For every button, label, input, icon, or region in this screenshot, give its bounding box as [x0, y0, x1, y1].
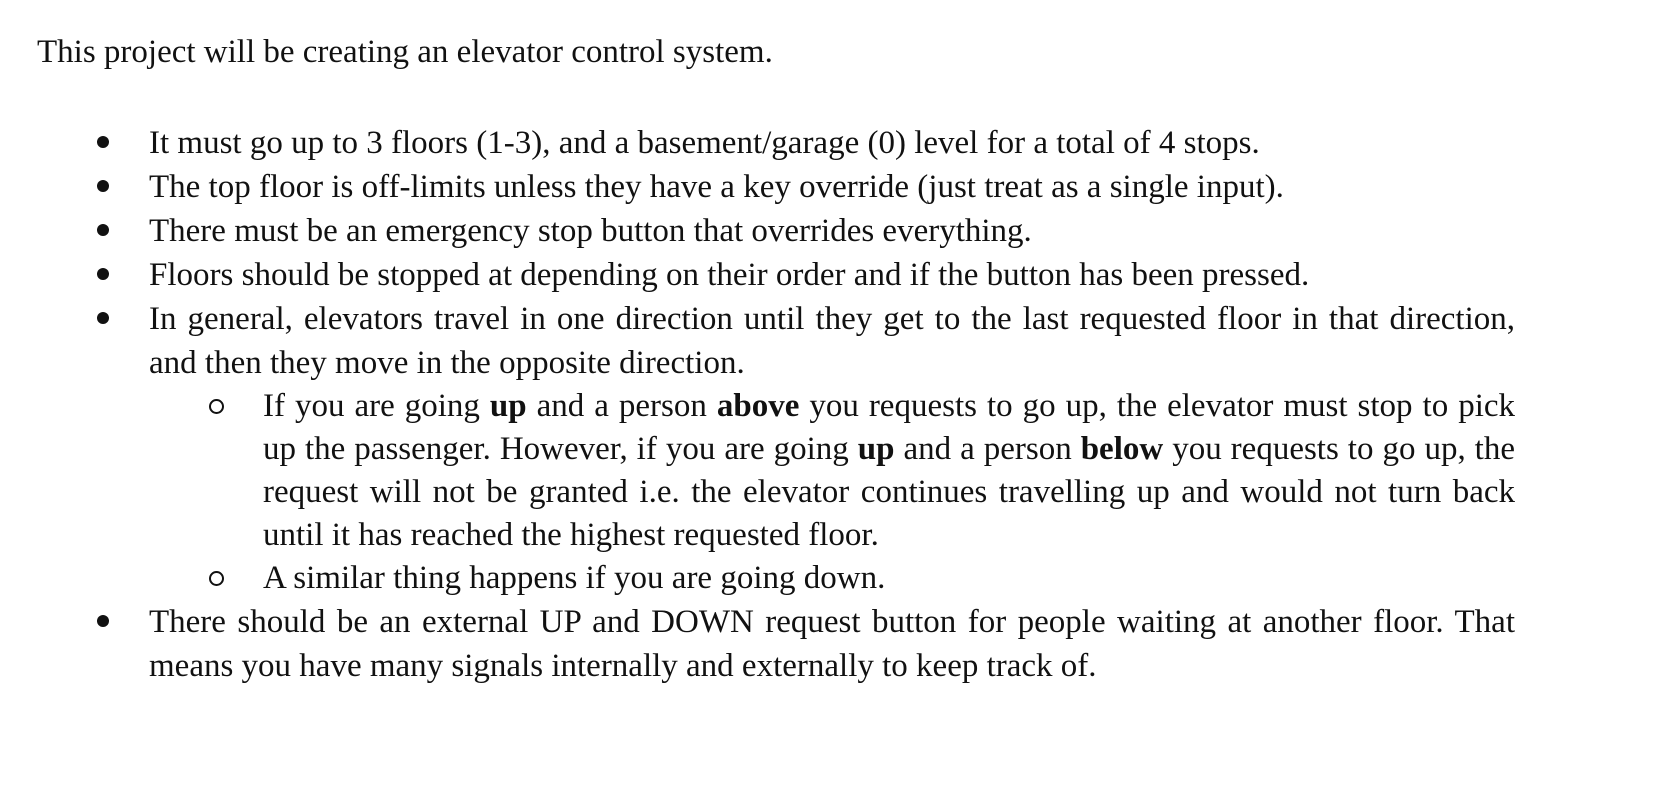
- text-run: and a person: [526, 388, 717, 424]
- list-item: [0, 121, 1655, 165]
- bullet-icon: [97, 312, 109, 324]
- list-item-text: There must be an emergency stop button that overrides everything.: [149, 213, 1032, 249]
- text-run: and a person: [894, 431, 1081, 467]
- list-item: [0, 165, 1655, 209]
- list-item: [0, 297, 1655, 600]
- list-item-text: It must go up to 3 floors (1-3), and a basement/garage (0) level for a total of 4 stops.: [149, 125, 1260, 161]
- list-item-text: There should be an external UP and DOWN request button for people waiting at another floor. That means you have many signals internally and externally to keep track of.: [149, 604, 1515, 684]
- hollow-bullet-icon: [209, 571, 224, 586]
- bold-text: up: [857, 431, 895, 467]
- requirements-list: [0, 121, 1655, 688]
- sub-list-item-text: A similar thing happens if you are going down.: [263, 560, 886, 596]
- bold-text: above: [716, 388, 800, 424]
- list-item: [0, 209, 1655, 253]
- sub-list-item: [0, 385, 1655, 557]
- hollow-bullet-icon: [209, 399, 224, 414]
- bullet-icon: [97, 615, 109, 627]
- list-item-text: The top floor is off-limits unless they have a key override (just treat as a single input).: [149, 169, 1284, 205]
- bullet-icon: [97, 180, 109, 192]
- sub-list: [0, 385, 1655, 600]
- sub-list-item-text: [263, 385, 1515, 557]
- list-item-text: In general, elevators travel in one direction until they get to the last requested floor in that direction, and then they move in the opposite direction.: [149, 301, 1515, 381]
- text-run: If you are going: [263, 388, 490, 424]
- text-run: you requests to go up, the elevator must stop to pick up the passenger. However, if you are going: [263, 388, 1516, 467]
- bullet-icon: [97, 136, 109, 148]
- list-item: [0, 253, 1655, 297]
- bullet-icon: [97, 268, 109, 280]
- bold-text: up: [489, 388, 527, 424]
- bullet-icon: [97, 224, 109, 236]
- list-item-text: Floors should be stopped at depending on their order and if the button has been pressed.: [149, 257, 1310, 293]
- text-run: you requests to go up, the request will not be granted i.e. the elevator continues travelling up and would not turn back until it has reached the highest requested floor.: [263, 431, 1516, 553]
- intro-paragraph: This project will be creating an elevator control system.: [37, 34, 773, 70]
- sub-list-item: [0, 557, 1655, 600]
- list-item: [0, 600, 1655, 688]
- bold-text: below: [1080, 431, 1164, 467]
